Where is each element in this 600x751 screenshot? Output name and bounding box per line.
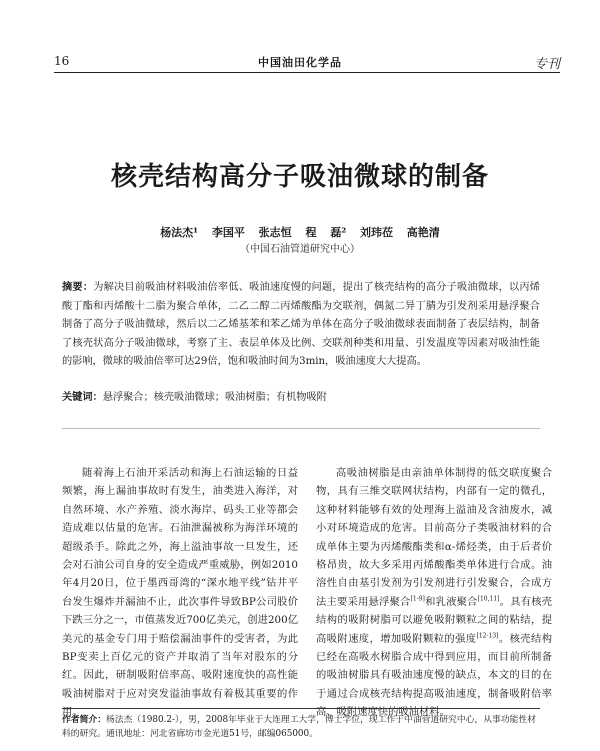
page-header [28, 52, 572, 72]
affiliation: （中国石油管道研究中心） [240, 244, 360, 255]
abstract-text: 为解决目前吸油材料吸油倍率低、吸油速度慢的问题，提出了核壳结构的高分子吸油微球，以丙烯酸丁酯和丙烯酸十二脂为聚合单体，二乙二醇二丙烯酸酯为交联剂，偶氮二异丁腈为引发剂采用悬浮聚合制备了高分子吸油微球，然后以二乙烯基苯和苯乙烯为单体在高分子吸油微球表面制备了表层结构，制备了核壳状高分子吸油微球，考察了主、表层单体及比例、交联剂种类和用量、引发温度等因素对吸油性能的影响，微球的吸油倍率可达29倍，饱和吸油时间为3min，吸油速度大大提高。 [62, 282, 540, 367]
footnote-rule [62, 708, 540, 709]
page-number: 16 [54, 54, 70, 68]
section-divider [62, 428, 540, 429]
citation-2: [10,11] [477, 595, 500, 603]
citation-3: [12-13] [476, 632, 499, 640]
author-footnote [62, 713, 540, 741]
citation-1: [1-9] [410, 595, 425, 603]
body-left-column: 随着海上石油开采活动和海上石油运输的日益频繁，海上漏油事故时有发生，油类进入海洋，对自然环境、水产养殖、淡水海岸、码头工业等都会造成难以估量的危害。石油泄漏被称为海洋环境的超级杀手。除此之外，海上溢油事故一旦发生，还会对石油公司自身的安全造成严重威胁，例如2010年4月20日，位于墨西哥湾的“深水地平线”钻井平台发生爆炸并漏油不止，此次事件导致BP公司股价下跌三分之一，市值蒸发近700亿美元，创进200亿美元的基金专门用于赔偿漏油事件的受害者，为此BP变卖上百亿元的资产并取消了当年对股东的分红。因此，研制吸附倍率高、吸附速度快的高性能吸油树脂对于应对突发溢油事故有着极其重要的作用。 [62, 467, 298, 719]
keywords-text: 悬浮聚合；核壳吸油微球；吸油树脂；有机物吸附 [102, 392, 327, 403]
footnote-text: 杨法杰（1980.2-），男，2008年毕业于大连理工大学，博士学位，现工作于中油管道研究中心，从事功能性材料的研究。通讯地址：河北省廊坊市金光道51号，邮编065000。 [62, 715, 537, 739]
footnote-label: 作者简介： [62, 715, 106, 725]
abstract [62, 278, 540, 372]
right-text-1: 高吸油树脂是由亲油单体制得的低交联度聚合物，具有三维交联网状结构，内部有一定的微孔，这种材料能够有效的处理海上溢油及含油废水，减小对环境造成的危害。目前高分子类吸油材料的合成单体主要为丙烯酸酯类和α-烯烃类，由于后者价格昂贵，故大多采用丙烯酸酯类单体进行合成。油溶性自由基引发剂为引发剂进行引发聚合，合成方法主要采用悬浮聚合 [316, 467, 552, 608]
paper-title: 核壳结构高分子吸油微球的制备 [110, 162, 489, 192]
keywords-label: 关键词： [62, 391, 103, 403]
authors: 杨法杰¹ 李国平 张志恒 程 磊² 刘玮莅 高艳清 [160, 226, 440, 239]
right-text-4: 。核壳结构已经在高吸水树脂合成中得到应用，而目前所制备的吸油树脂具有吸油速度慢的缺点，本文的目的在于通过合成核壳结构提高吸油速度，制备吸附倍率高、吸附速度快的吸油材料。 [316, 632, 553, 719]
right-text-2: 和乳液聚合 [424, 595, 478, 608]
keywords [62, 388, 540, 408]
abstract-label: 摘要： [62, 281, 94, 293]
header-rule [54, 72, 560, 73]
right-text-3: 。具有核壳结构的吸附树脂可以避免吸附颗粒之间的粘结，提高吸附速度，增加吸附颗粒的强度 [316, 595, 553, 645]
body-right-column [316, 464, 552, 722]
special-issue-label: 专刊 [533, 57, 560, 72]
journal-name: 中国油田化学品 [258, 56, 342, 69]
